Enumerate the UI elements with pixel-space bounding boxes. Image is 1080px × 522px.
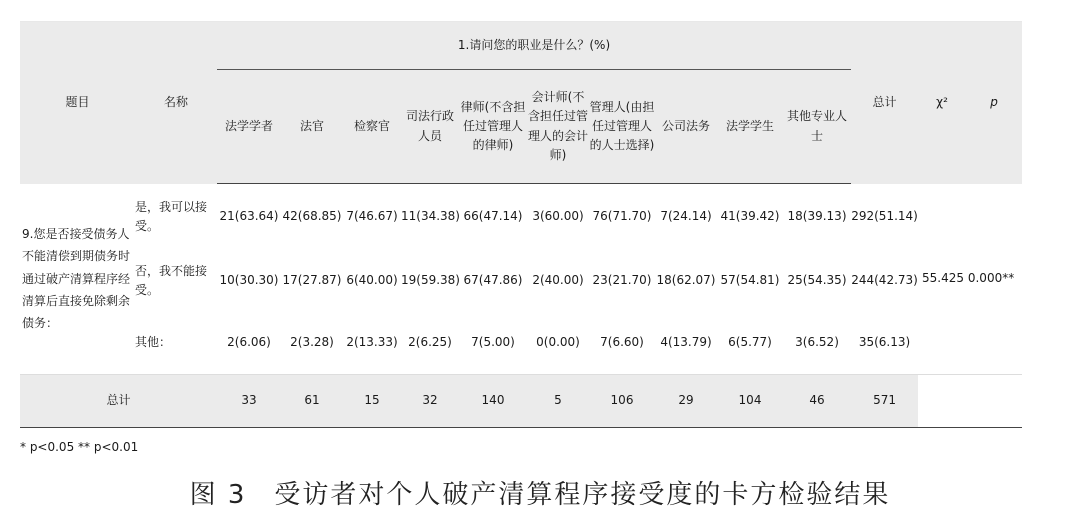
table-cell: 41(39.42)	[720, 209, 780, 224]
occupation-header: 司法行政人员	[401, 70, 459, 184]
header-total: 总计	[851, 22, 918, 184]
table-cell: 76(71.70)	[592, 209, 652, 224]
table-cell: 3(60.00)	[532, 209, 584, 224]
header-topic: 题目	[20, 22, 135, 184]
header-name: 名称	[135, 22, 217, 184]
table-cell: 2(40.00)	[532, 273, 584, 288]
grand-total: 571	[851, 375, 918, 428]
chi-square-table	[20, 21, 1022, 428]
total-cell: 104	[717, 375, 783, 428]
question-header: 1.请问您的职业是什么？(%)	[217, 22, 851, 70]
p-value: 0.000**	[967, 271, 1015, 286]
total-cell: 15	[343, 375, 401, 428]
table-cell: 3(6.52)	[795, 335, 839, 350]
table-cell: 2(6.25)	[408, 335, 452, 350]
table-cell: 7(5.00)	[471, 335, 515, 350]
occupation-header: 管理人(由担任过管理人的人士选择)	[589, 70, 655, 184]
table-cell: 19(59.38)	[401, 273, 460, 288]
total-cell: 46	[783, 375, 851, 428]
table-cell: 2(6.06)	[227, 335, 271, 350]
row-total: 244(42.73)	[851, 273, 918, 288]
row-name: 其他：	[135, 335, 172, 350]
chi-p-values	[918, 184, 1022, 375]
row-total: 35(6.13)	[858, 335, 911, 350]
row-total: 292(51.14)	[851, 209, 918, 224]
table-cell: 25(54.35)	[787, 273, 847, 288]
table-cell: 66(47.14)	[463, 209, 523, 224]
total-cell: 106	[589, 375, 655, 428]
occupation-header: 会计师(不含担任过管理人的会计师)	[527, 70, 589, 184]
figure-caption: 图 3 受访者对个人破产清算程序接受度的卡方检验结果	[189, 480, 891, 510]
row-name: 否，我不能接受。	[135, 263, 208, 297]
total-row	[20, 375, 1022, 428]
table-cell: 21(63.64)	[219, 209, 279, 224]
occupation-header: 公司法务	[655, 70, 717, 184]
table-row	[20, 184, 1022, 251]
table-cell: 2(13.33)	[346, 335, 398, 350]
significance-note: * p<0.05 ** p<0.01	[20, 440, 139, 454]
table-cell: 18(62.07)	[656, 273, 716, 288]
occupation-header: 其他专业人士	[783, 70, 851, 184]
table-cell: 0(0.00)	[536, 335, 580, 350]
table-cell: 2(3.28)	[290, 335, 334, 350]
empty-cell	[918, 375, 1022, 428]
table-cell: 7(6.60)	[600, 335, 644, 350]
header-p: p	[966, 22, 1022, 184]
table-cell: 7(46.67)	[346, 209, 398, 224]
table-cell: 42(68.85)	[282, 209, 342, 224]
table-cell: 6(40.00)	[346, 273, 398, 288]
table-cell: 23(21.70)	[592, 273, 652, 288]
table-row	[20, 312, 1022, 375]
occupation-header: 法学学者	[217, 70, 281, 184]
table-cell: 17(27.87)	[282, 273, 342, 288]
total-cell: 61	[281, 375, 343, 428]
chi-value: 55.425	[922, 271, 965, 286]
question-topic: 9.您是否接受债务人不能清偿到期债务时通过破产清算程序经清算后直接免除剩余债务：	[22, 227, 131, 331]
total-cell: 5	[527, 375, 589, 428]
occupation-header: 检察官	[343, 70, 401, 184]
table-cell: 7(24.14)	[660, 209, 712, 224]
table-cell: 18(39.13)	[787, 209, 847, 224]
occupation-header: 法官	[281, 70, 343, 184]
occupation-header: 法学学生	[717, 70, 783, 184]
total-cell: 29	[655, 375, 717, 428]
table-row	[20, 250, 1022, 312]
table-cell: 57(54.81)	[720, 273, 780, 288]
total-cell: 32	[401, 375, 459, 428]
header-chi: χ²	[918, 22, 966, 184]
table-cell: 10(30.30)	[219, 273, 279, 288]
table-cell: 67(47.86)	[463, 273, 523, 288]
total-label: 总计	[20, 375, 217, 428]
total-cell: 33	[217, 375, 281, 428]
occupation-header: 律师(不含担任过管理人的律师)	[459, 70, 527, 184]
total-cell: 140	[459, 375, 527, 428]
table-cell: 4(13.79)	[660, 335, 712, 350]
row-name: 是，我可以接受。	[135, 199, 208, 233]
table-cell: 6(5.77)	[728, 335, 772, 350]
table-cell: 11(34.38)	[401, 209, 460, 224]
